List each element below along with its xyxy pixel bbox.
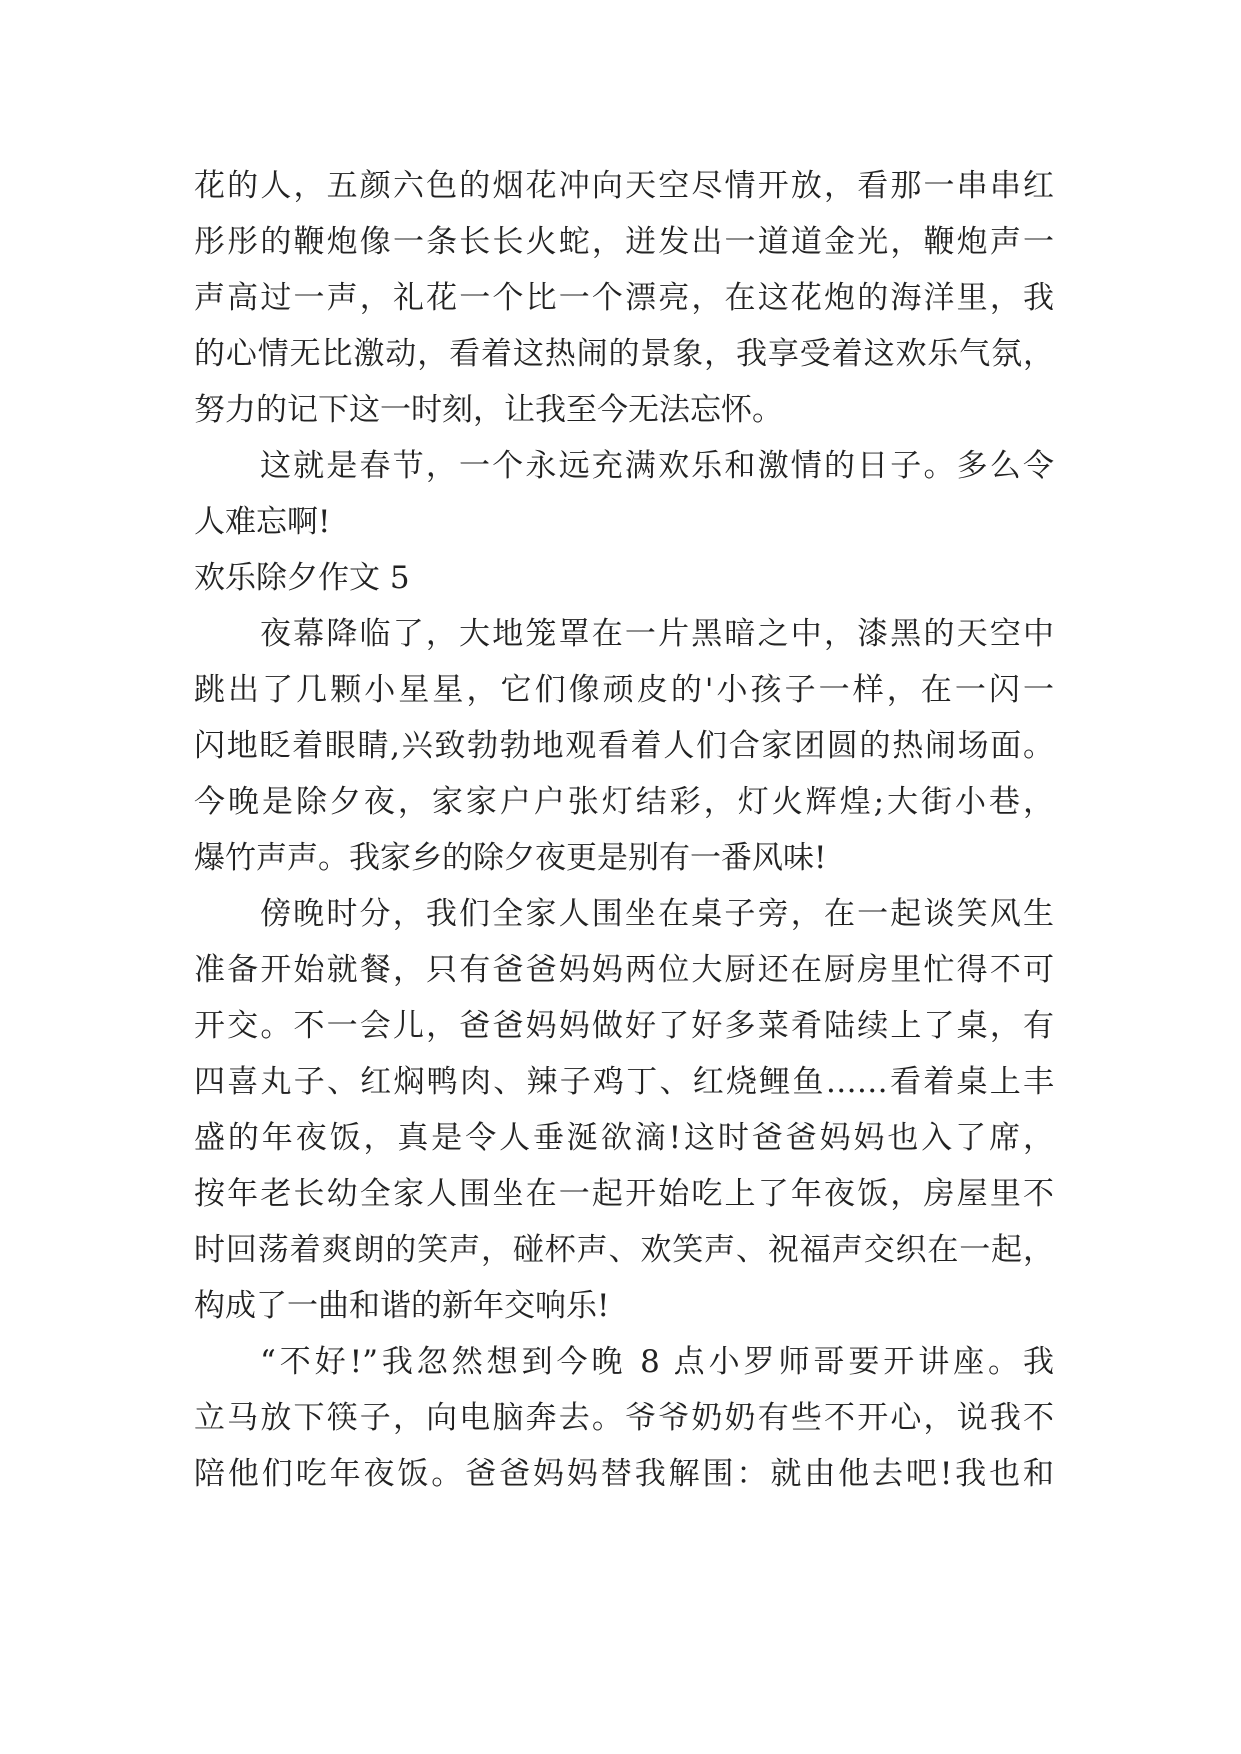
text-line: 陪他们吃年夜饭。爸爸妈妈替我解围：就由他去吧!我也和: [194, 1456, 1054, 1492]
essay-body: [194, 158, 1054, 1502]
text-line: 彤彤的鞭炮像一条长长火蛇，迸发出一道道金光，鞭炮声一: [194, 224, 1054, 260]
text-line: 盛的年夜饭，真是令人垂涎欲滴!这时爸爸妈妈也入了席，: [194, 1120, 1054, 1156]
paragraph-start-line: 傍晚时分，我们全家人围坐在桌子旁，在一起谈笑风生: [260, 896, 1054, 932]
text-line: 准备开始就餐，只有爸爸妈妈两位大厨还在厨房里忙得不可: [194, 952, 1054, 988]
text-line: 花的人，五颜六色的烟花冲向天空尽情开放，看那一串串红: [194, 168, 1054, 204]
text-line: 立马放下筷子，向电脑奔去。爷爷奶奶有些不开心，说我不: [194, 1400, 1054, 1436]
paragraph-start-line: 夜幕降临了，大地笼罩在一片黑暗之中，漆黑的天空中: [260, 616, 1054, 652]
text-line: 闪地眨着眼睛,兴致勃勃地观看着人们合家团圆的热闹场面。: [194, 728, 1054, 764]
paragraph-start-line: “不好!”我忽然想到今晚 8 点小罗师哥要开讲座。我: [260, 1344, 1054, 1380]
text-line: 人难忘啊!: [194, 504, 331, 540]
text-line: 构成了一曲和谐的新年交响乐!: [194, 1288, 610, 1324]
text-line: 的心情无比激动，看着这热闹的景象，我享受着这欢乐气氛，: [194, 336, 1054, 372]
text-line: 四喜丸子、红焖鸭肉、辣子鸡丁、红烧鲤鱼……看着桌上丰: [194, 1064, 1054, 1100]
text-line: 声高过一声，礼花一个比一个漂亮，在这花炮的海洋里，我: [194, 280, 1054, 316]
text-line: 跳出了几颗小星星，它们像顽皮的'小孩子一样，在一闪一: [194, 672, 1054, 708]
text-line: 开交。不一会儿，爸爸妈妈做好了好多菜肴陆续上了桌，有: [194, 1008, 1054, 1044]
text-line: 今晚是除夕夜，家家户户张灯结彩，灯火辉煌;大街小巷，: [194, 784, 1054, 820]
text-line: 努力的记下这一时刻，让我至今无法忘怀。: [194, 392, 783, 428]
text-line: 按年老长幼全家人围坐在一起开始吃上了年夜饭，房屋里不: [194, 1176, 1054, 1212]
text-line: 爆竹声声。我家乡的除夕夜更是别有一番风味!: [194, 840, 827, 876]
essay-heading: 欢乐除夕作文 5: [194, 560, 410, 596]
paragraph-start-line: 这就是春节，一个永远充满欢乐和激情的日子。多么令: [260, 448, 1054, 484]
text-line: 时回荡着爽朗的笑声，碰杯声、欢笑声、祝福声交织在一起，: [194, 1232, 1054, 1268]
